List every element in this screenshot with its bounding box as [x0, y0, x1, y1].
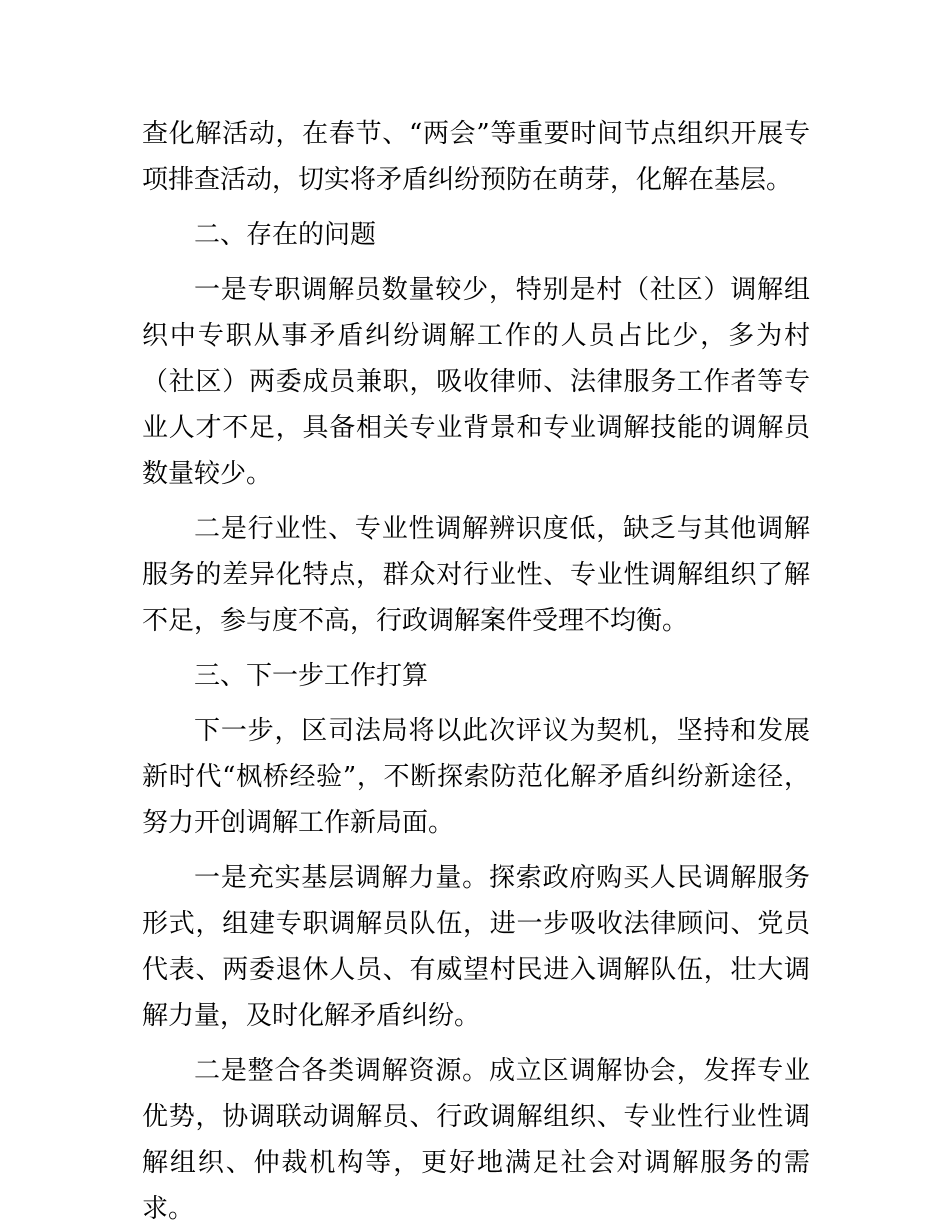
section-heading-next-steps: 三、下一步工作打算 — [194, 661, 429, 691]
paragraph-plan-2: 二是整合各类调解资源。成立区调解协会，发挥专业优势，协调联动调解员、行政调解组织、专业性行业性调解组织、仲裁机构等，更好地满足社会对调解服务的需求。 — [142, 1056, 810, 1224]
paragraph-continued: 查化解活动，在春节、“两会”等重要时间节点组织开展专项排查活动，切实将矛盾纠纷预防在萌芽，化解在基层。 — [142, 119, 810, 195]
document-body — [142, 111, 810, 1232]
paragraph-problem-1: 一是专职调解员数量较少，特别是村（社区）调解组织中专职从事矛盾纠纷调解工作的人员占比少，多为村（社区）两委成员兼职，吸收律师、法律服务工作者等专业人才不足，具备相关专业背景和专业调解技能的调解员数量较少。 — [142, 275, 810, 489]
paragraph-plan-1: 一是充实基层调解力量。探索政府购买人民调解服务形式，组建专职调解员队伍，进一步吸收法律顾问、党员代表、两委退休人员、有威望村民进入调解队伍，壮大调解力量，及时化解矛盾纠纷。 — [142, 863, 810, 1031]
paragraph-next-steps-intro: 下一步，区司法局将以此次评议为契机，坚持和发展新时代“枫桥经验”，不断探索防范化解矛盾纠纷新途径，努力开创调解工作新局面。 — [142, 716, 810, 838]
paragraph-problem-2: 二是行业性、专业性调解辨识度低，缺乏与其他调解服务的差异化特点，群众对行业性、专业性调解组织了解不足，参与度不高，行政调解案件受理不均衡。 — [142, 514, 810, 636]
section-heading-problems: 二、存在的问题 — [194, 220, 377, 250]
